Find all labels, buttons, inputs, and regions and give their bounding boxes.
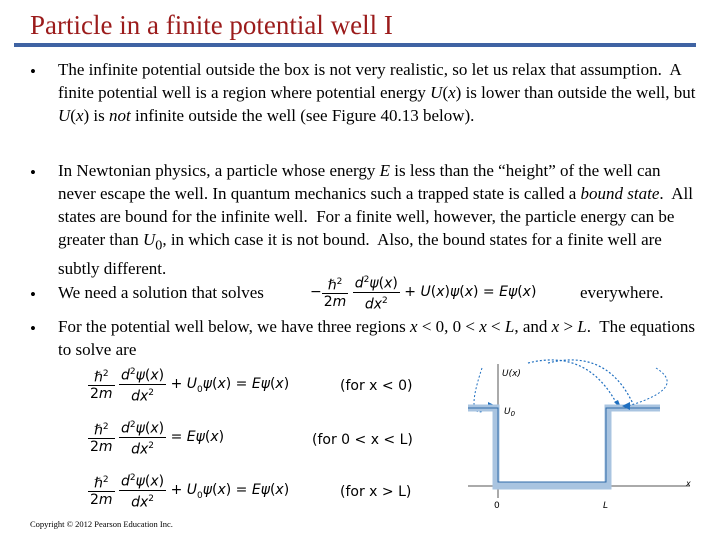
condition-region-right: (for x > L) <box>340 484 412 500</box>
condition-region-left: (for x < 0) <box>340 378 413 394</box>
equation-region-middle: $\frac{\hbar^2}{2m}$ $\frac{d^2\psi(x)}{dx^2}$ = Eψ(x) <box>88 417 224 457</box>
zero-tick-label: 0 <box>494 501 500 511</box>
bullet-marker: • <box>30 62 36 81</box>
left-curved-arrow <box>528 360 618 406</box>
bullet-2-text: In Newtonian physics, a particle whose energy E is less than the “height” of the well can never escape the well. In quantum mechanics such a trapped state is called a bound state. All states are bound for the infinite well. For a finite well, however, the particle energy can be greater than $U_0$, in which case it is not bound. Also, the bound states for a finite well are subtly different. <box>58 161 693 279</box>
y-axis-label: U(x) <box>502 369 521 379</box>
title-divider <box>14 43 696 47</box>
region-equations <box>88 364 468 514</box>
l-tick-label: L <box>603 501 609 511</box>
bullet-1-text: The infinite potential outside the box is not very realistic, so let us relax that assumption. A finite potential well is a region where potential energy U(x) is lower than outside the well, but U(x) is not infinite outside the well (see Figure 40.13 below). <box>58 60 696 125</box>
copyright-notice: Copyright © 2012 Pearson Education Inc. <box>30 519 173 529</box>
u0-label: $U_0$ <box>504 407 516 418</box>
condition-region-middle: (for 0 < x < L) <box>312 432 413 448</box>
right-curved-arrow <box>548 360 634 406</box>
bullet-marker: • <box>30 319 36 338</box>
finite-well-figure <box>468 358 708 518</box>
bullet-4-text: For the potential well below, we have three regions x < 0, 0 < x < L, and x > L. The equations to solve are <box>58 317 696 359</box>
equation-region-left: $\frac{\hbar^2}{2m}$ $\frac{d^2\psi(x)}{dx^2}$ + $U_0\psi(x) = E\psi(x)$ <box>88 364 289 404</box>
bullet-3-text-after: everywhere. <box>580 283 664 302</box>
bullet-3-text-before: We need a solution that solves <box>58 283 264 302</box>
well-outline-fill <box>468 408 660 486</box>
bullet-marker: • <box>30 163 36 182</box>
bullet-marker: • <box>30 285 36 304</box>
schrodinger-equation-general: − $\frac{\hbar^2}{2m}$ $\frac{d^2\psi(x)}{dx^2}$ + U(x)ψ(x) = Eψ(x) <box>310 272 536 312</box>
slide-title: Particle in a finite potential well I <box>30 10 393 40</box>
equation-region-right: $\frac{\hbar^2}{2m}$ $\frac{d^2\psi(x)}{dx^2}$ + $U_0\psi(x) = E\psi(x)$ <box>88 470 289 510</box>
right-curved-guide <box>628 368 667 406</box>
x-axis-label: x <box>686 479 691 488</box>
